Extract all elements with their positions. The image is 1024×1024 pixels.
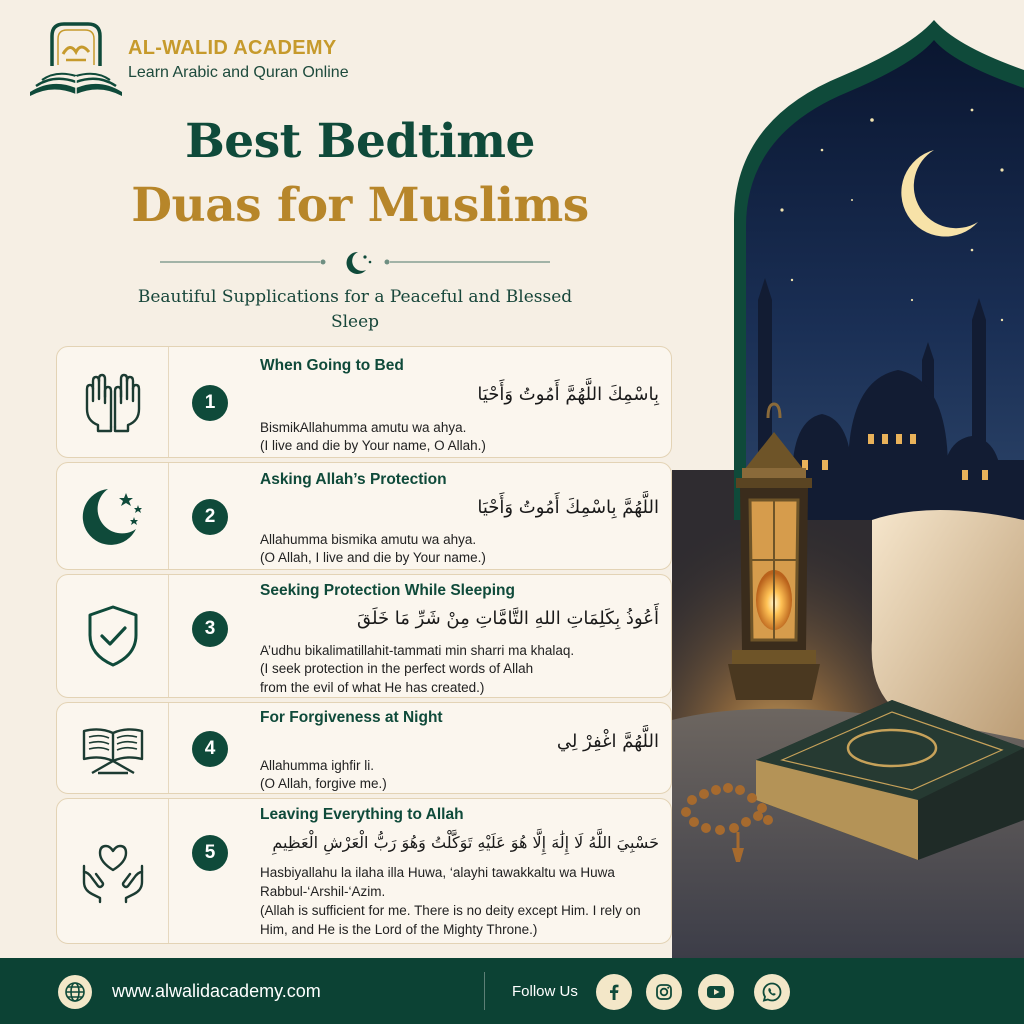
dua-meaning: (I live and die by Your name, O Allah.) — [260, 438, 486, 453]
dua-heading: When Going to Bed — [260, 357, 404, 374]
globe-icon — [58, 975, 92, 1009]
dua-arabic: أَعُوذُ بِكَلِمَاتِ اللهِ التَّامَّاتِ مِنْ شَرِّ مَا خَلَقَ — [356, 608, 659, 629]
academy-logo — [26, 20, 126, 102]
dua-number: 5 — [192, 835, 228, 871]
footer — [0, 958, 1024, 1024]
dua-transliteration: Hasbiyallahu la ilaha illa Huwa, ‘alayhi tawakkaltu wa Huwa Rabbul-‘Arshil-‘Azim. — [260, 865, 615, 899]
dua-number: 1 — [192, 385, 228, 421]
dua-transliteration: Allahumma bismika amutu wa ahya. — [260, 532, 477, 547]
night-scene-illustration — [672, 0, 1024, 958]
praying-hands-icon — [78, 367, 148, 437]
website-link[interactable]: www.alwalidacademy.com — [112, 981, 321, 1001]
dua-card-3 — [56, 574, 672, 698]
dua-card-2 — [56, 462, 672, 570]
dua-heading: Asking Allah’s Protection — [260, 471, 447, 488]
follow-us-label: Follow Us — [512, 983, 578, 1000]
page-subtitle: Beautiful Supplications for a Peaceful and Blessed Sleep — [137, 287, 573, 332]
shield-check-icon — [78, 601, 148, 671]
dua-number: 3 — [192, 611, 228, 647]
facebook-icon[interactable] — [596, 974, 632, 1010]
dua-heading: Leaving Everything to Allah — [260, 806, 464, 823]
dua-number: 2 — [192, 499, 228, 535]
footer-divider — [484, 972, 485, 1010]
brand-tagline: Learn Arabic and Quran Online — [128, 64, 349, 81]
dua-heading: Seeking Protection While Sleeping — [260, 582, 515, 599]
hands-heart-icon — [78, 836, 148, 906]
dua-heading: For Forgiveness at Night — [260, 709, 443, 726]
brand-name: AL-WALID ACADEMY — [128, 37, 337, 59]
youtube-icon[interactable] — [698, 974, 734, 1010]
crescent-moon-icon — [78, 481, 148, 551]
dua-arabic: اللَّهُمَّ بِاسْمِكَ أَمُوتُ وَأَحْيَا — [477, 497, 659, 518]
dua-card-5 — [56, 798, 672, 944]
page-title-line-2: Duas for Muslims — [131, 178, 589, 233]
dua-transliteration: A’udhu bikalimatillahit-tammati min sharri ma khalaq. — [260, 643, 575, 658]
dua-arabic: اللَّهُمَّ اغْفِرْ لِي — [556, 731, 659, 752]
dua-meaning: (O Allah, I live and die by Your name.) — [260, 550, 486, 565]
dua-transliteration: Allahumma ighfir li. — [260, 758, 375, 773]
dua-card-1 — [56, 346, 672, 458]
dua-transliteration: BismikAllahumma amutu wa ahya. — [260, 420, 467, 435]
crescent-divider — [160, 250, 550, 274]
dua-meaning: (Allah is sufficient for me. There is no deity except Him. I rely on Him, and He is the Lord of the Mighty Throne.) — [260, 903, 641, 937]
instagram-icon[interactable] — [646, 974, 682, 1010]
dua-arabic: بِاسْمِكَ اللَّهُمَّ أَمُوتُ وَأَحْيَا — [477, 384, 659, 405]
dua-meaning: (I seek protection in the perfect words of Allah from the evil of what He has created.) — [260, 661, 534, 695]
dua-meaning: (O Allah, forgive me.) — [260, 776, 387, 791]
whatsapp-icon[interactable] — [754, 974, 790, 1010]
dua-card-4 — [56, 702, 672, 794]
dua-number: 4 — [192, 731, 228, 767]
open-quran-icon — [78, 713, 148, 783]
page-title-line-1: Best Bedtime — [185, 114, 535, 169]
dua-arabic: حَسْبِيَ اللَّهُ لَا إِلَٰهَ إِلَّا هُوَ عَلَيْهِ تَوَكَّلْتُ وَهُوَ رَبُّ الْعَرْشِ الْعَظِيمِ — [272, 833, 659, 852]
